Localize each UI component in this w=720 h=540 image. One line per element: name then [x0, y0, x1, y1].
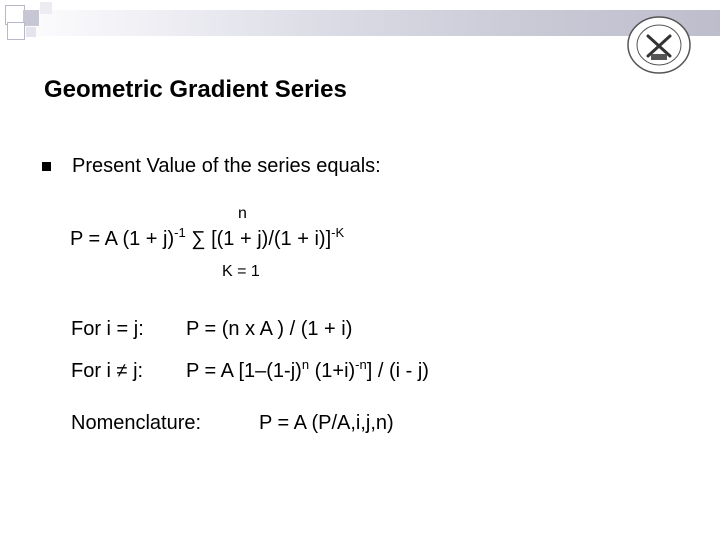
decor-square — [40, 2, 52, 14]
sum-upper-limit: n — [238, 205, 247, 222]
case-equal-formula: P = (n x A ) / (1 + i) — [186, 318, 353, 340]
formula-part: (1+i) — [309, 360, 356, 382]
formula-part: ] / (i - j) — [366, 360, 429, 382]
institution-seal-icon — [624, 14, 694, 76]
case-unequal-formula — [186, 357, 429, 383]
slide-title: Geometric Gradient Series — [44, 76, 347, 103]
formula-bracket: [(1 + j)/(1 + i)] — [211, 228, 332, 250]
bullet-text: Present Value of the series equals: — [72, 155, 381, 177]
nomenclature-value: P = A (P/A,i,j,n) — [259, 412, 394, 434]
formula-part: P = A [1–(1-j) — [186, 360, 302, 382]
decor-square — [23, 10, 39, 26]
formula-exponent: n — [301, 357, 310, 372]
nomenclature-label: Nomenclature: — [71, 412, 202, 434]
formula-exponent: -n — [355, 357, 367, 372]
case-unequal-label: For i ≠ j: — [71, 360, 144, 382]
formula-lhs: P = A (1 + j) — [70, 228, 175, 250]
bullet-square — [42, 162, 51, 171]
header-band — [0, 10, 720, 36]
pv-formula — [70, 225, 345, 251]
case-equal-label: For i = j: — [71, 318, 144, 340]
formula-exponent: -1 — [174, 225, 186, 240]
decor-square — [7, 22, 25, 40]
sigma-symbol: ∑ — [191, 228, 206, 250]
formula-exponent: -K — [331, 225, 345, 240]
sum-lower-limit: K = 1 — [222, 263, 260, 280]
decor-square — [26, 27, 36, 37]
